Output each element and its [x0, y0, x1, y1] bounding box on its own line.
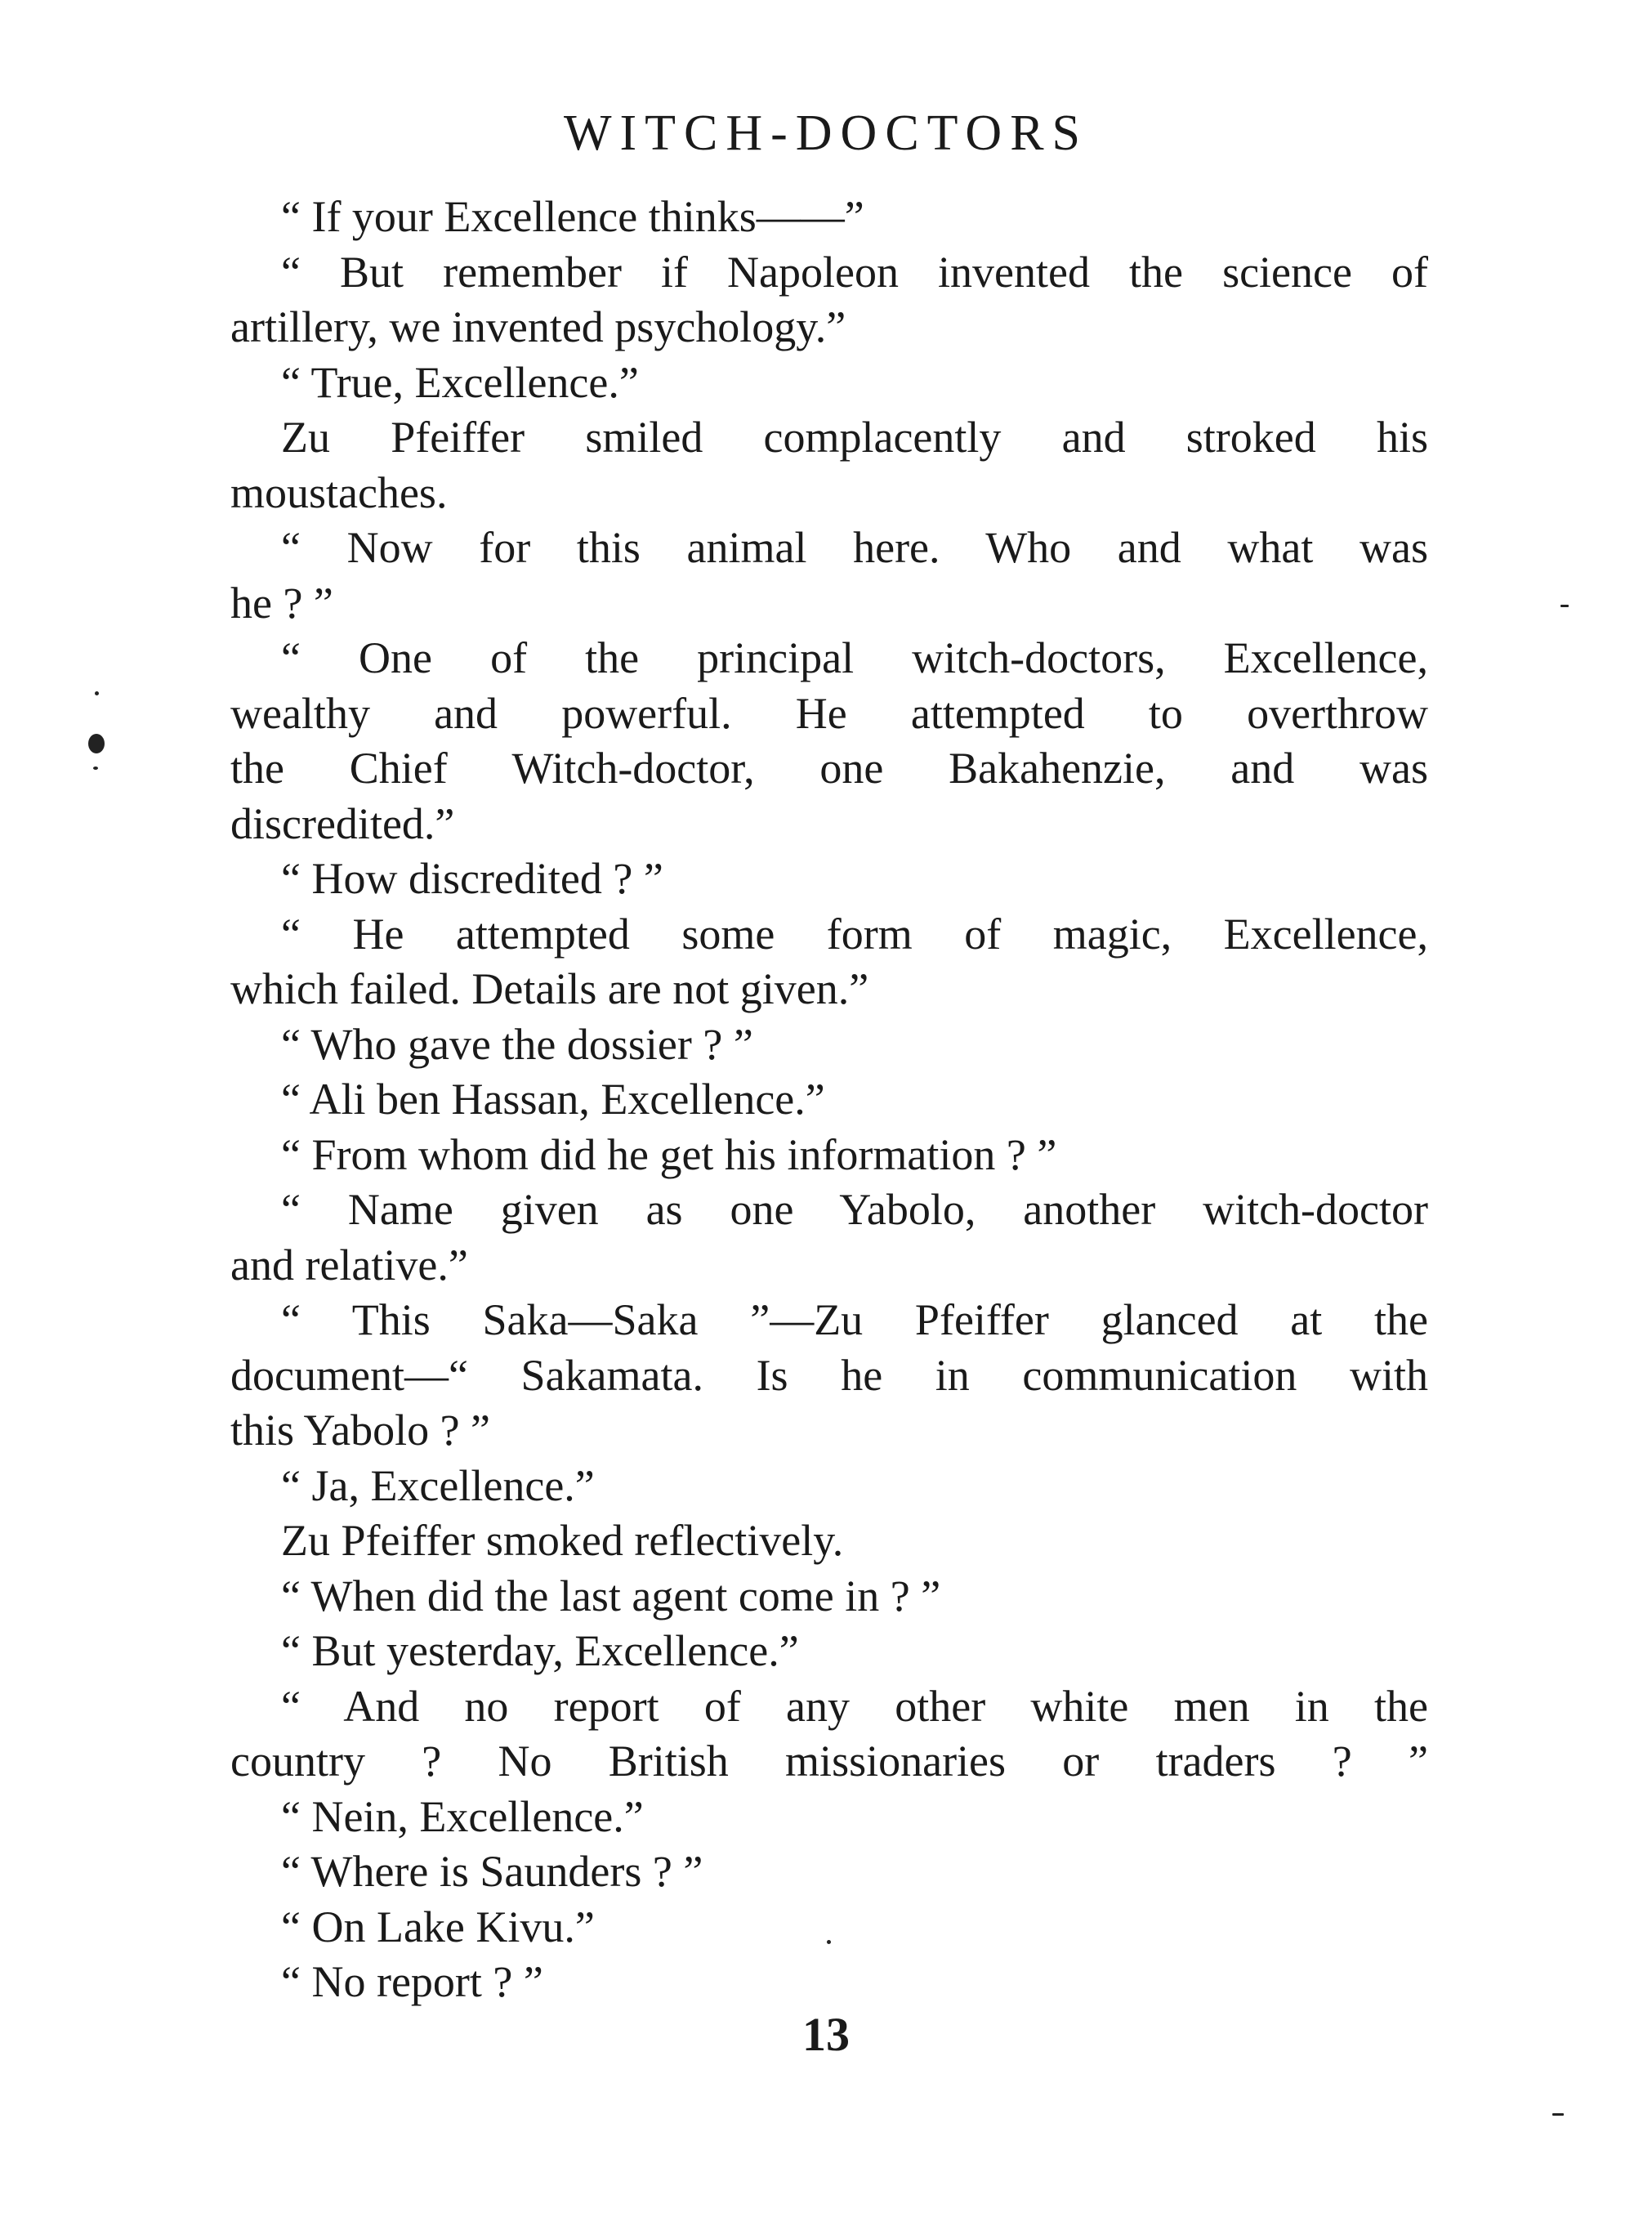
- text-line: which failed. Details are not given.”: [230, 964, 869, 1013]
- scan-speck: [95, 691, 99, 695]
- text-line: “ True, Excellence.”: [281, 357, 639, 407]
- text-line: “ Now for this animal here. Who and what was: [281, 523, 1428, 572]
- text-line: “ Ali ben Hassan, Excellence.”: [281, 1075, 825, 1124]
- text-line: “ Ja, Excellence.”: [281, 1460, 595, 1510]
- scan-speck: [827, 1940, 831, 1944]
- text-line: “ He attempted some form of magic, Excellence,: [281, 909, 1428, 959]
- text-line: “ When did the last agent come in ? ”: [281, 1571, 941, 1620]
- text-line: discredited.”: [230, 798, 455, 848]
- text-line: “ Who gave the dossier ? ”: [281, 1019, 753, 1069]
- text-line: “ This Saka—Saka ”—Zu Pfeiffer glanced at the: [281, 1295, 1428, 1344]
- text-line: “ And no report of any other white men in the: [281, 1681, 1428, 1731]
- scan-speck: [1560, 605, 1569, 607]
- text-line: “ On Lake Kivu.”: [281, 1902, 595, 1951]
- scan-speck: [88, 734, 105, 753]
- scan-speck: [93, 767, 98, 770]
- text-line: “ No report ? ”: [281, 1957, 543, 2006]
- text-line: this Yabolo ? ”: [230, 1406, 491, 1455]
- text-line: “ One of the principal witch-doctors, Excellence,: [281, 633, 1428, 682]
- text-line: he ? ”: [230, 578, 333, 628]
- text-line: artillery, we invented psychology.”: [230, 302, 846, 351]
- text-line: “ Where is Saunders ? ”: [281, 1847, 703, 1896]
- page-number: 13: [802, 2008, 850, 2061]
- text-line: “ But remember if Napoleon invented the science of: [281, 247, 1428, 297]
- text-line: and relative.”: [230, 1240, 468, 1290]
- text-line: the Chief Witch-doctor, one Bakahenzie, and was: [230, 744, 1428, 793]
- text-line: wealthy and powerful. He attempted to overthrow: [230, 688, 1428, 738]
- text-line: Zu Pfeiffer smiled complacently and stroked his: [281, 413, 1428, 462]
- text-line: country ? No British missionaries or traders ? ”: [230, 1737, 1428, 1786]
- text-line: “ If your Excellence thinks——”: [281, 192, 864, 241]
- text-line: document—“ Sakamata. Is he in communication with: [230, 1350, 1428, 1400]
- running-header: WITCH-DOCTORS: [563, 105, 1089, 161]
- text-line: “ Nein, Excellence.”: [281, 1791, 644, 1841]
- text-line: Zu Pfeiffer smoked reflectively.: [281, 1516, 844, 1565]
- text-line: “ But yesterday, Excellence.”: [281, 1626, 799, 1675]
- text-line: moustaches.: [230, 467, 448, 517]
- text-line: “ From whom did he get his information ? ”: [281, 1129, 1057, 1179]
- text-line: “ Name given as one Yabolo, another witch-doctor: [281, 1185, 1428, 1234]
- text-line: “ How discredited ? ”: [281, 854, 663, 903]
- scan-speck: [1552, 2113, 1564, 2116]
- body-text: [230, 190, 1428, 2010]
